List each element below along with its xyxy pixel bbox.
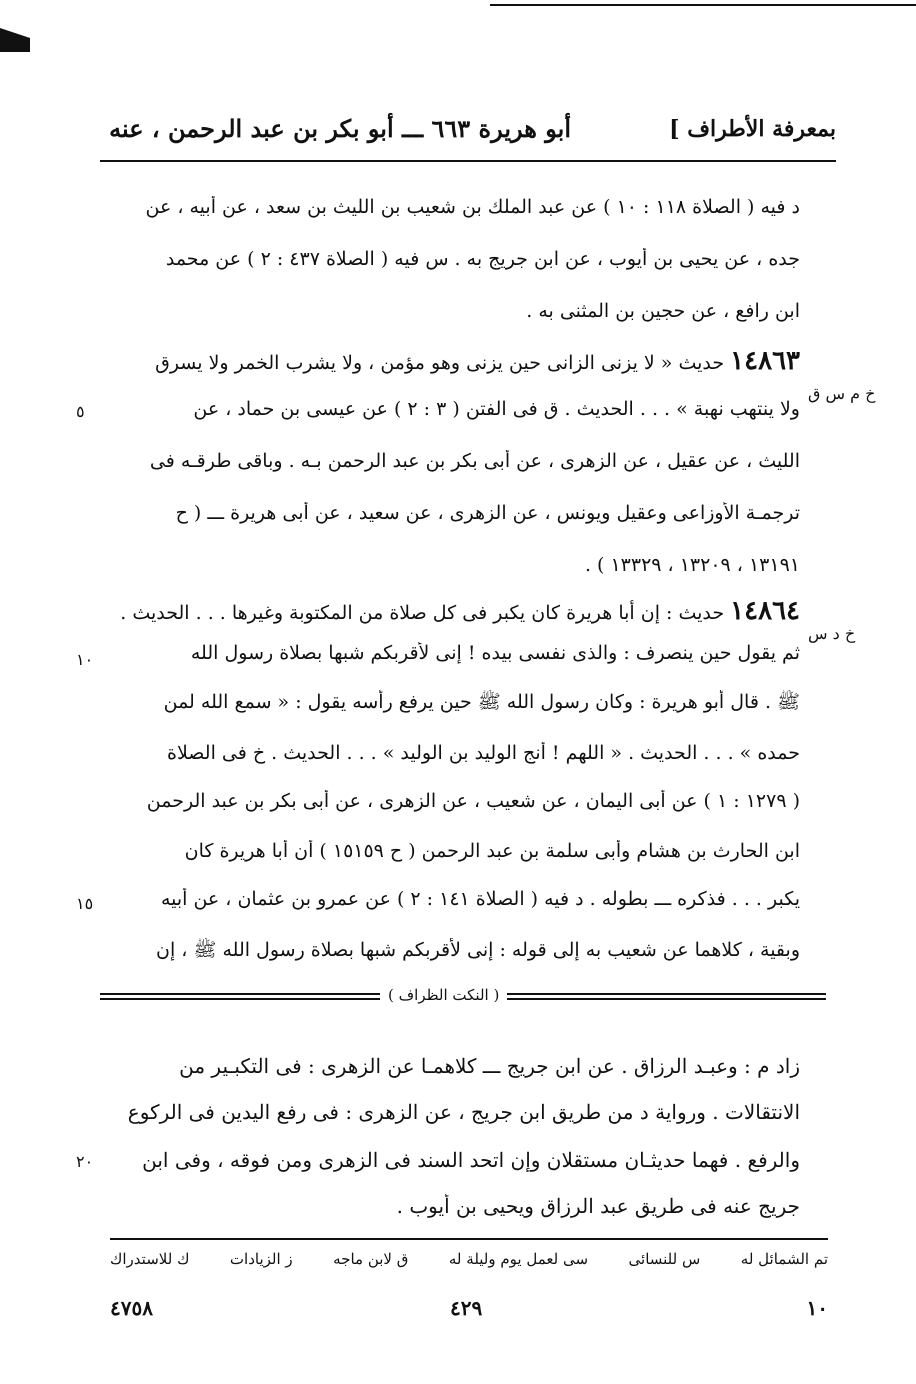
hadith-text: حديث : إن أبا هريرة كان يكبر فى كل صلاة من المكتوبة وغيرها . . . الحديث . bbox=[120, 602, 725, 624]
volume-marker: ٤٧٥٨ bbox=[110, 1296, 153, 1320]
hadith-line: ﷺ . قال أبو هريرة : وكان رسول الله ﷺ حين يرفع رأسه يقول : « سمع الله لمن bbox=[163, 691, 800, 713]
nukat-line: والرفع . فهما حديثـان مستقلان وإن اتحد السند فى الزهرى ومن فوقه ، وفى ابن bbox=[142, 1148, 800, 1172]
body-line: جده ، عن يحيى بن أيوب ، عن ابن جريج به . س فيه ( الصلاة ٤٣٧ : ٢ ) عن محمد bbox=[165, 248, 800, 270]
page-number: ٤٢٩ bbox=[450, 1296, 483, 1320]
legend-item: ز الزيادات bbox=[229, 1250, 293, 1268]
legend-item: تم الشمائل له bbox=[740, 1250, 828, 1268]
corner-mark bbox=[0, 28, 30, 52]
legend-item: ك للاستدراك bbox=[110, 1250, 190, 1268]
footer-rule bbox=[110, 1238, 828, 1240]
hadith-sigla: خ د س bbox=[808, 624, 856, 643]
hadith-line: يكبر . . . فذكره ـــ بطوله . د فيه ( الصلاة ١٤١ : ٢ ) عن عمرو بن عثمان ، عن أبيه bbox=[160, 888, 800, 910]
header-rule bbox=[100, 160, 836, 162]
nukat-line: الانتقالات . ورواية د من طريق ابن جريج ، عن الزهرى : فى رفع اليدين فى الركوع bbox=[127, 1100, 800, 1124]
line-number-marker: ٢٠ bbox=[76, 1152, 94, 1171]
hadith-line: وبقية ، كلاهما عن شعيب به إلى قوله : إنى لأقربكم شبها بصلاة رسول الله ﷺ ، إن bbox=[156, 939, 800, 961]
hadith-line: الليث ، عن عقيل ، عن الزهرى ، عن أبى بكر بن عبد الرحمن بـه . وباقى طرقـه فى bbox=[149, 450, 800, 472]
hadith-number: ١٤٨٦٣ bbox=[730, 346, 800, 376]
abbreviation-legend bbox=[110, 1250, 828, 1280]
part-number: ١٠ bbox=[806, 1296, 828, 1320]
page-footer bbox=[110, 1296, 828, 1326]
nukat-line: جريج عنه فى طريق عبد الرزاق ويحيى بن أيوب . bbox=[396, 1194, 800, 1218]
body-line: د فيه ( الصلاة ١١٨ : ١٠ ) عن عبد الملك بن شعيب بن الليث بن سعد ، عن أبيه ، عن bbox=[145, 196, 800, 218]
top-rule bbox=[490, 4, 916, 6]
legend-item: سى لعمل يوم وليلة له bbox=[448, 1250, 589, 1268]
hadith-line: ثم يقول حين ينصرف : والذى نفسى بيده ! إنى لأقربكم شبها بصلاة رسول الله bbox=[190, 642, 800, 664]
hadith-line: ( ١٢٧٩ : ١ ) عن أبى اليمان ، عن شعيب ، عن الزهرى ، عن أبى بكر بن عبد الرحمن bbox=[146, 790, 800, 812]
hadith-line: ترجمـة الأوزاعى وعقيل ويونس ، عن الزهرى ، عن سعيد ، عن أبى هريرة ـــ ( ح bbox=[175, 502, 800, 524]
nukat-line: زاد م : وعبـد الرزاق . عن ابن جريج ـــ كلاهمـا عن الزهرى : فى التكبـير من bbox=[179, 1054, 800, 1078]
header-section-title: أبو هريرة ٦٦٣ ـــ أبو بكر بن عبد الرحمن ، عنه bbox=[109, 114, 571, 143]
hadith-line-first bbox=[105, 346, 800, 376]
line-number-marker: ١٠ bbox=[76, 650, 94, 669]
legend-item: س للنسائى bbox=[628, 1250, 701, 1268]
body-line: ابن رافع ، عن حجين بن المثنى به . bbox=[526, 300, 800, 322]
header-book-title: بمعرفة الأطراف ] bbox=[669, 116, 836, 142]
hadith-line: حمده » . . . الحديث . « اللهم ! أنج الوليد بن الوليد » . . . الحديث . خ فى الصلاة bbox=[167, 742, 800, 764]
line-number-marker: ١٥ bbox=[76, 894, 94, 913]
hadith-line: ١٣١٩١ ، ١٣٢٠٩ ، ١٣٣٢٩ ) . bbox=[584, 554, 800, 576]
hadith-text: حديث « لا يزنى الزانى حين يزنى وهو مؤمن ، ولا يشرب الخمر ولا يسرق bbox=[155, 352, 725, 374]
hadith-line: ولا ينتهب نهبة » . . . الحديث . ق فى الفتن ( ٣ : ٢ ) عن عيسى بن حماد ، عن bbox=[193, 398, 800, 420]
legend-item: ق لابن ماجه bbox=[333, 1250, 409, 1268]
running-header bbox=[100, 112, 836, 152]
hadith-sigla: خ م س ق bbox=[808, 384, 876, 403]
line-number-marker: ٥ bbox=[76, 402, 85, 421]
hadith-line: ابن الحارث بن هشام وأبى سلمة بن عبد الرحمن ( ح ١٥١٥٩ ) أن أبا هريرة كان bbox=[184, 840, 800, 862]
hadith-line-first bbox=[105, 596, 800, 626]
nukat-label: ( النكت الظراف ) bbox=[380, 986, 507, 1004]
hadith-number: ١٤٨٦٤ bbox=[730, 596, 800, 626]
